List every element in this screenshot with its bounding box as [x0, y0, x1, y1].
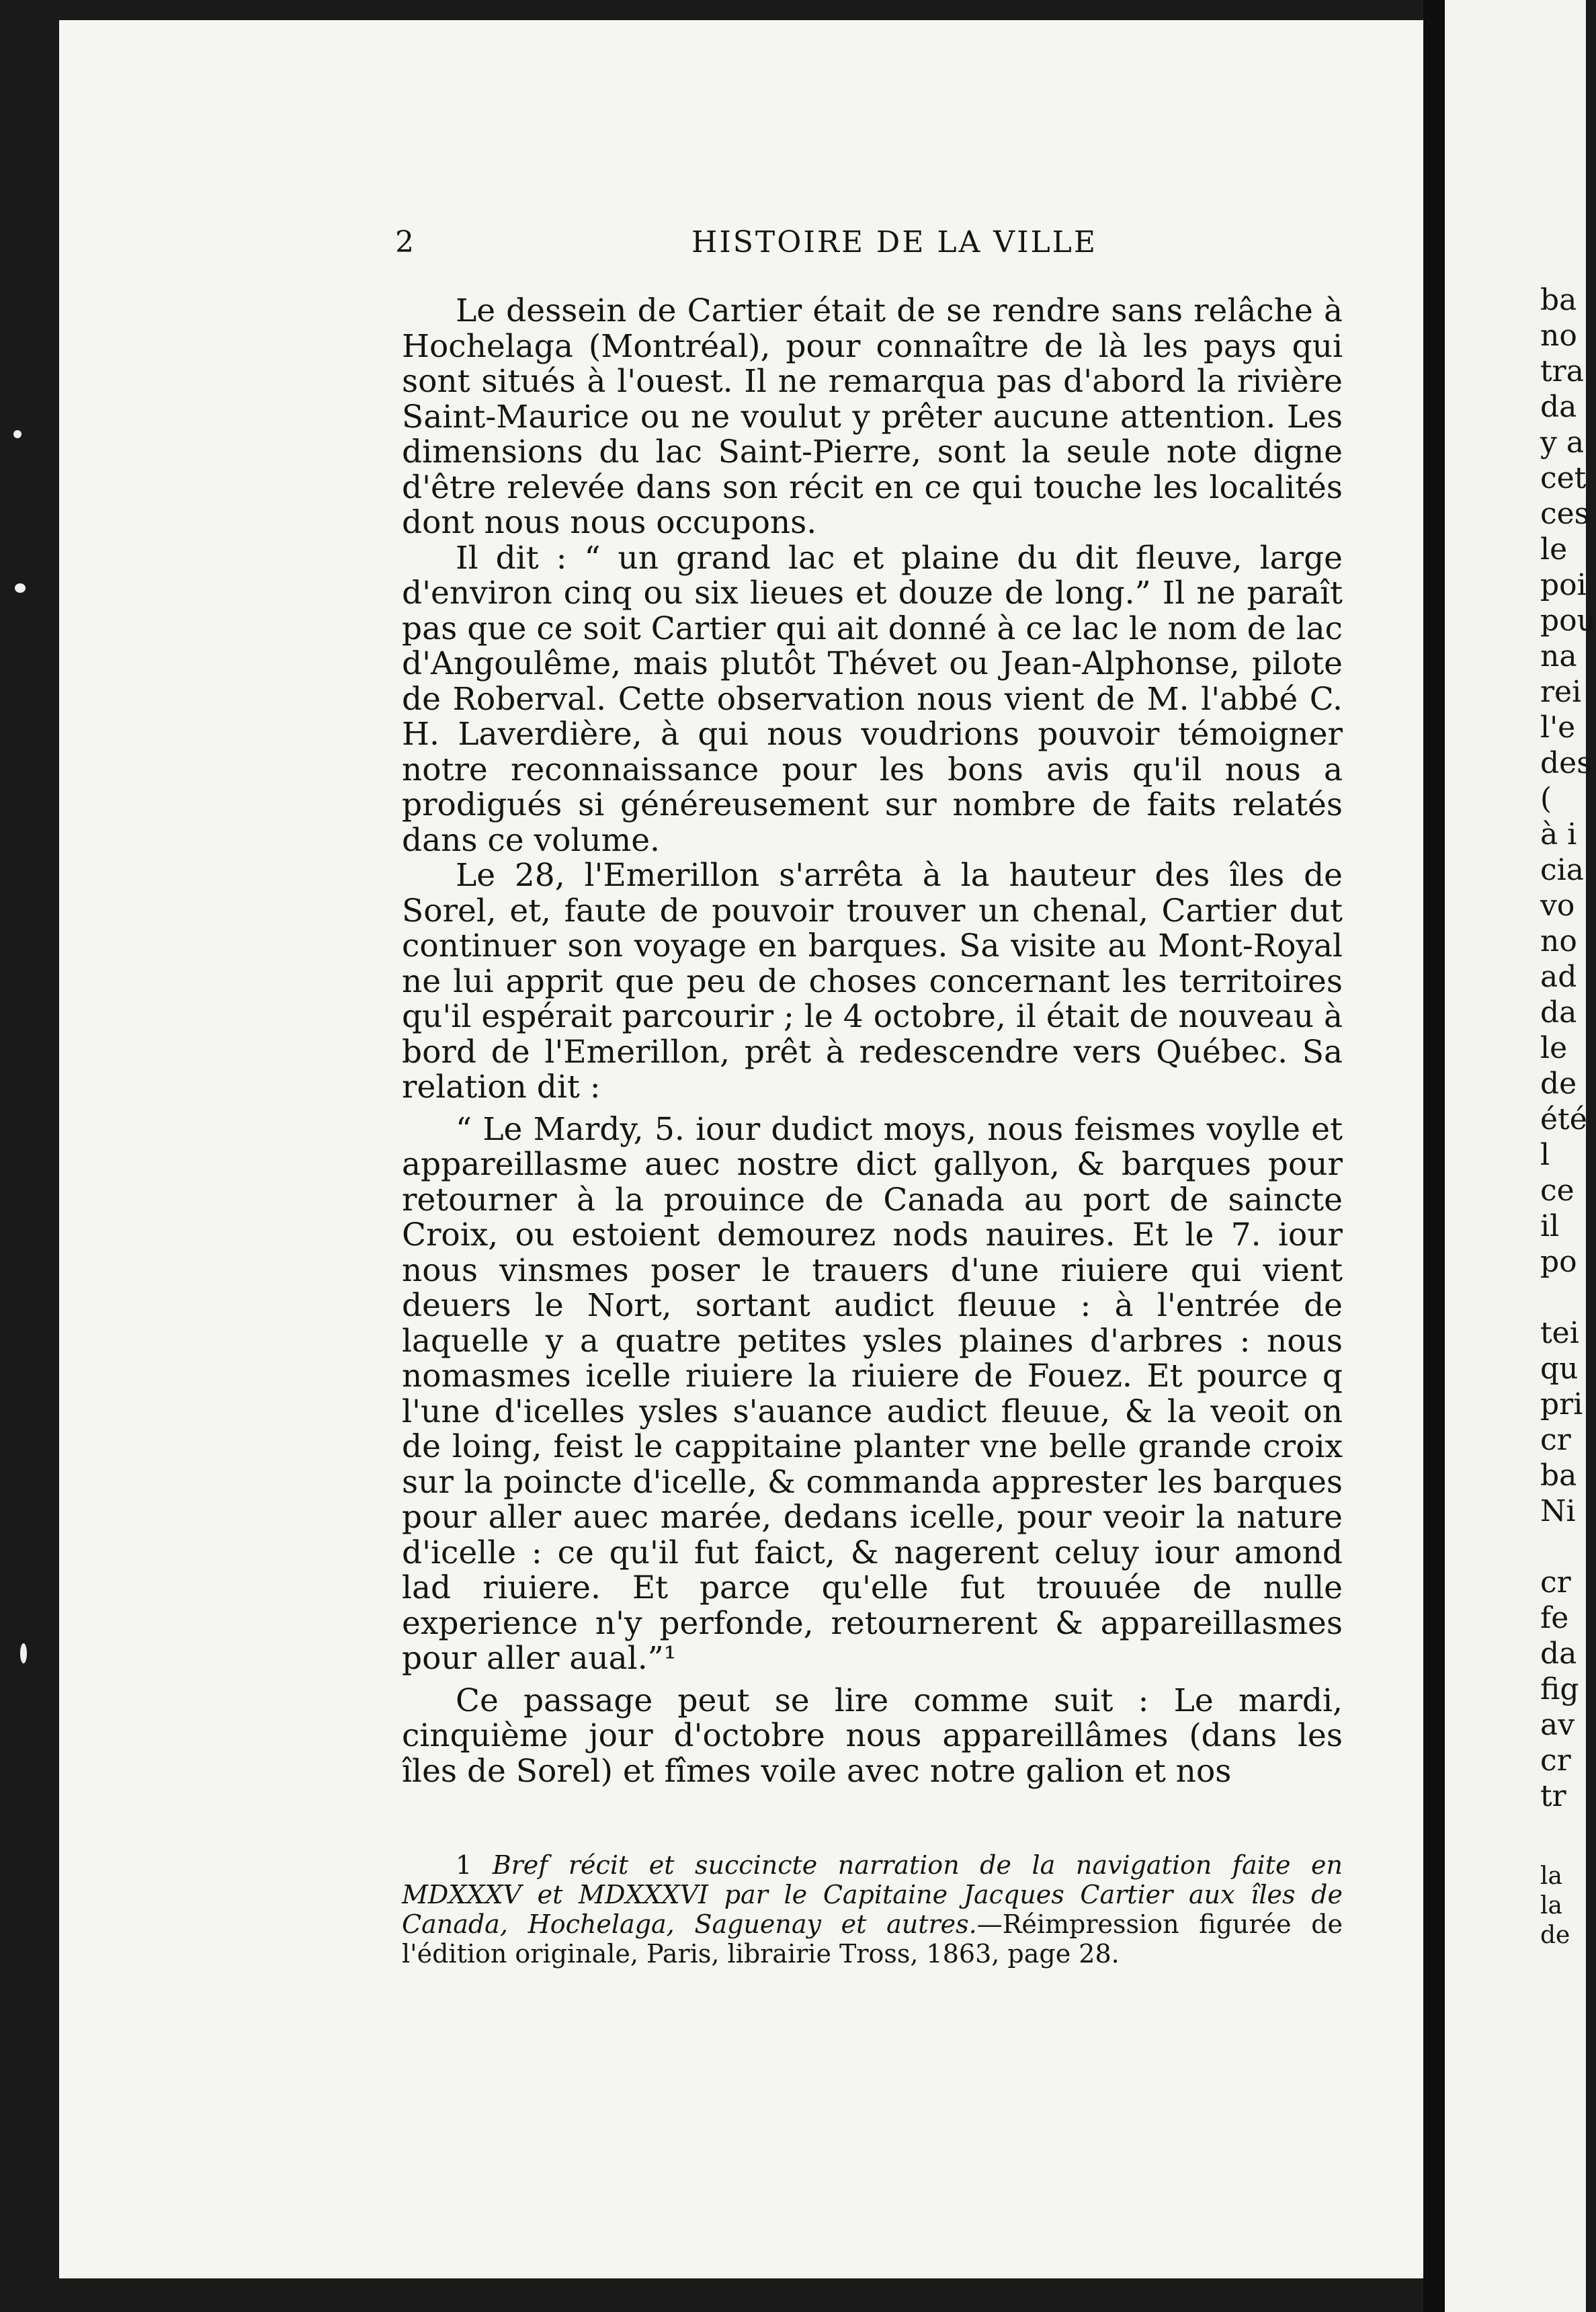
- facing-page-fragment: cr: [1540, 1743, 1571, 1778]
- footnote: [402, 1850, 1343, 1969]
- quoted-passage: “ Le Mardy, 5. iour dudict moys, nous feismes voylle et appareillasme auec nostre dict gallyon, & barques pour retourner à la prouince de Canada au port de saincte Croix, ou estoient demourez nods nauires. Et le 7. iour nous vinsmes poser le trauers d'une riuiere qui vient deuers le Nort, sortant audict fleuue : à l'entrée de laquelle y a quatre petites ysles plaines d'arbres : nous nomasmes icelle riuiere la riuiere de Fouez. Et pource q l'une d'icelles ysles s'auance audict fleuue, & la veoit on de loing, feist le cappitaine planter vne belle grande croix sur la poincte d'icelle, & commanda apprester les barques pour aller auec marée, dedans icelle, pour veoir la nature d'icelle : ce qu'il fut faict, & nagerent celuy iour amond lad riuiere. Et parce qu'elle fut trouuée de nulle experience n'y perfonde, retournerent & appareillasmes pour aller aual.”¹: [402, 1110, 1343, 1677]
- facing-page-fragment: da: [1540, 1637, 1577, 1671]
- running-head: HISTOIRE DE LA VILLE: [691, 225, 1098, 259]
- scan-speck: [20, 1643, 27, 1663]
- facing-page-text: [1540, 282, 1596, 1814]
- facing-page-fragment: pou: [1540, 604, 1596, 638]
- facing-page-fragment: ba: [1540, 283, 1577, 317]
- facing-page-fragment: cr: [1540, 1565, 1571, 1600]
- facing-page-fragment: cr: [1540, 1423, 1571, 1457]
- footnote-title: Bref récit et succincte narration de la navigation faite en MDXXXV et MDXXXVI par le Capitaine Jacques Cartier aux îles de Canada, Hochelaga, Saguenay et autres.: [402, 1850, 1343, 1939]
- facing-page-fragment: de: [1540, 1067, 1577, 1101]
- facing-page-fragment: (: [1540, 782, 1552, 816]
- facing-page-fragment: na: [1540, 639, 1577, 673]
- footnote-reference: —Réimpression figurée de l'édition originale, Paris, librairie Tross, 1863, page 28.: [402, 1909, 1343, 1969]
- facing-page-fragment: [1540, 1280, 1596, 1315]
- facing-page-fragment: tei: [1540, 1316, 1579, 1350]
- paragraph: Il dit : “ un grand lac et plaine du dit fleuve, large d'environ cinq ou six lieues et douze de long.” Il ne paraît pas que ce soit Cartier qui ait donné à ce lac le nom de lac d'Angoulême, mais plutôt Thévet ou Jean-Alphonse, pilote de Roberval. Cette observation nous vient de M. l'abbé C. H. Laverdière, à qui nous voudrions pouvoir témoigner notre reconnaissance pour les bons avis qu'il nous a prodigués si généreusement sur nombre de faits relatés dans ce volume.: [402, 539, 1343, 859]
- facing-page-fragment: cia: [1540, 853, 1584, 887]
- facing-page-fragment: tr: [1540, 1779, 1566, 1813]
- facing-page-fragment: l'e: [1540, 710, 1576, 745]
- facing-page-fragment: il: [1540, 1209, 1560, 1243]
- page-number: 2: [395, 225, 414, 259]
- facing-page-fragment: qu: [1540, 1352, 1579, 1386]
- facing-page-fragment: fig: [1540, 1672, 1579, 1706]
- body-text: [402, 294, 1343, 1789]
- facing-page-fragment: Ni: [1540, 1494, 1576, 1528]
- footnote-marker: 1: [456, 1850, 472, 1880]
- facing-page-fragment: no: [1540, 319, 1577, 353]
- scan-speck: [13, 430, 22, 438]
- facing-page-fragment: fe: [1540, 1601, 1569, 1635]
- facing-page-fragment: tra: [1540, 354, 1584, 388]
- facing-page-fragment: le: [1540, 1031, 1568, 1065]
- facing-page-fragment: des: [1540, 746, 1592, 780]
- facing-page-fragment: l: [1540, 1138, 1550, 1172]
- facing-page-fragment: no: [1540, 924, 1577, 958]
- facing-page-fragment: y a: [1540, 425, 1585, 460]
- footnotes: [402, 1850, 1343, 1969]
- facing-page-fragment: ces: [1540, 497, 1590, 531]
- facing-page-fragment: da: [1540, 995, 1577, 1030]
- facing-page-fragment: [1540, 1529, 1596, 1565]
- facing-page-fragment: à i: [1540, 817, 1577, 852]
- facing-page-note-fragment: de: [1540, 1922, 1570, 1949]
- facing-page-fragment: rei: [1540, 675, 1582, 709]
- facing-page-fragment: da: [1540, 390, 1577, 424]
- paragraph: Le 28, l'Emerillon s'arrêta à la hauteur des îles de Sorel, et, faute de pouvoir trouver un chenal, Cartier dut continuer son voyage en barques. Sa visite au Mont-Royal ne lui apprit que peu de choses concernant les territoires qu'il espérait parcourir ; le 4 octobre, il était de nouveau à bord de l'Emerillon, prêt à redescendre vers Québec. Sa relation dit :: [402, 857, 1343, 1106]
- facing-page-fragment: po: [1540, 1245, 1577, 1279]
- paragraph: Ce passage peut se lire comme suit : Le mardi, cinquième jour d'octobre nous appareillâmes (dans les îles de Sorel) et fîmes voile avec notre galion et nos: [402, 1682, 1343, 1790]
- facing-page-notes: [1540, 1862, 1570, 1950]
- paragraph: Le dessein de Cartier était de se rendre sans relâche à Hochelaga (Montréal), pour connaître de là les pays qui sont situés à l'ouest. Il ne remarqua pas d'abord la rivière Saint-Maurice ou ne voulut y prêter aucune attention. Les dimensions du lac Saint-Pierre, sont la seule note digne d'être relevée dans son récit en ce qui touche les localités dont nous nous occupons.: [402, 292, 1343, 541]
- facing-page-fragment: poi: [1540, 568, 1587, 602]
- facing-page-fragment: été: [1540, 1102, 1587, 1137]
- facing-page-fragment: ad: [1540, 960, 1577, 994]
- facing-page-fragment: ba: [1540, 1458, 1577, 1493]
- facing-page-note-fragment: la: [1540, 1862, 1562, 1890]
- facing-page-fragment: pri: [1540, 1387, 1583, 1421]
- facing-page-fragment: av: [1540, 1708, 1575, 1742]
- facing-page-fragment: cet: [1540, 461, 1587, 495]
- facing-page-fragment: le: [1540, 532, 1568, 567]
- facing-page-fragment: vo: [1540, 889, 1575, 923]
- scan-speck: [15, 583, 26, 593]
- facing-page-fragment: ce: [1540, 1173, 1574, 1208]
- page-header: [395, 225, 1357, 279]
- facing-page-note-fragment: la: [1540, 1892, 1562, 1919]
